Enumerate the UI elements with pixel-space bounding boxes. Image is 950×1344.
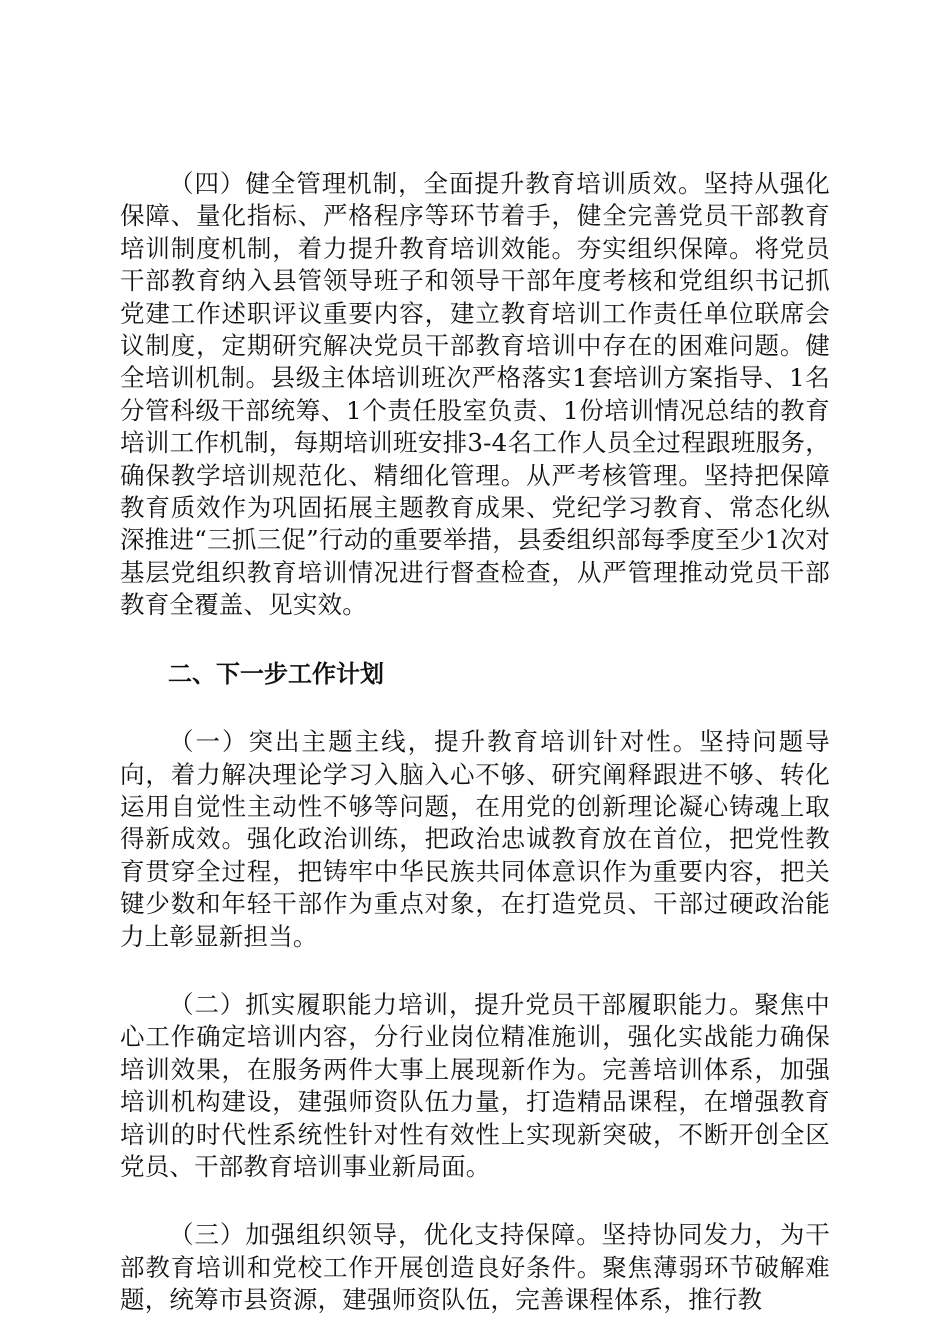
section-heading-next-steps: 二、下一步工作计划 [168, 659, 384, 688]
paragraph-management-mechanism: （四）健全管理机制，全面提升教育培训质效。坚持从强化保障、量化指标、严格程序等环节着手，健全完善党员干部教育培训制度机制，着力提升教育培训效能。夯实组织保障。将党员干部教育纳入县管领导班子和领导干部年度考核和党组织书记抓党建工作述职评议重要内容，建立教育培训工作责任单位联席会议制度，定期研究解决党员干部教育培训中存在的困难问题。健全培训机制。县级主体培训班次严格落实1套培训方案指导、1名分管科级干部统筹、1个责任股室负责、1份培训情况总结的教育培训工作机制，每期培训班安排3-4名工作人员全过程跟班服务，确保教学培训规范化、精细化管理。从严考核管理。坚持把保障教育质效作为巩固拓展主题教育成果、党纪学习教育、常态化纵深推进“三抓三促”行动的重要举措，县委组织部每季度至少1次对基层党组织教育培训情况进行督查检查，从严管理推动党员干部教育全覆盖、见实效。 [120, 169, 830, 620]
paragraph-theme-focus: （一）突出主题主线，提升教育培训针对性。坚持问题导向，着力解决理论学习入脑入心不够、研究阐释跟进不够、转化运用自觉性主动性不够等问题，在用党的创新理论凝心铸魂上取得新成效。强化政治训练，把政治忠诚教育放在首位，把党性教育贯穿全过程，把铸牢中华民族共同体意识作为重要内容，把关键少数和年轻干部作为重点对象，在打造党员、干部过硬政治能力上彰显新担当。 [120, 727, 830, 951]
paragraph-capability-training: （二）抓实履职能力培训，提升党员干部履职能力。聚焦中心工作确定培训内容，分行业岗位精准施训，强化实战能力确保培训效果，在服务两件大事上展现新作为。完善培训体系，加强培训机构建设，建强师资队伍力量，打造精品课程，在增强教育培训的时代性系统性针对性有效性上实现新突破，不断开创全区党员、干部教育培训事业新局面。 [120, 989, 830, 1181]
document-body [120, 168, 830, 1317]
paragraph-organizational-leadership: （三）加强组织领导，优化支持保障。坚持协同发力，为干部教育培训和党校工作开展创造良好条件。聚焦薄弱环节破解难题，统筹市县资源，建强师资队伍，完善课程体系，推行教 [120, 1220, 830, 1315]
